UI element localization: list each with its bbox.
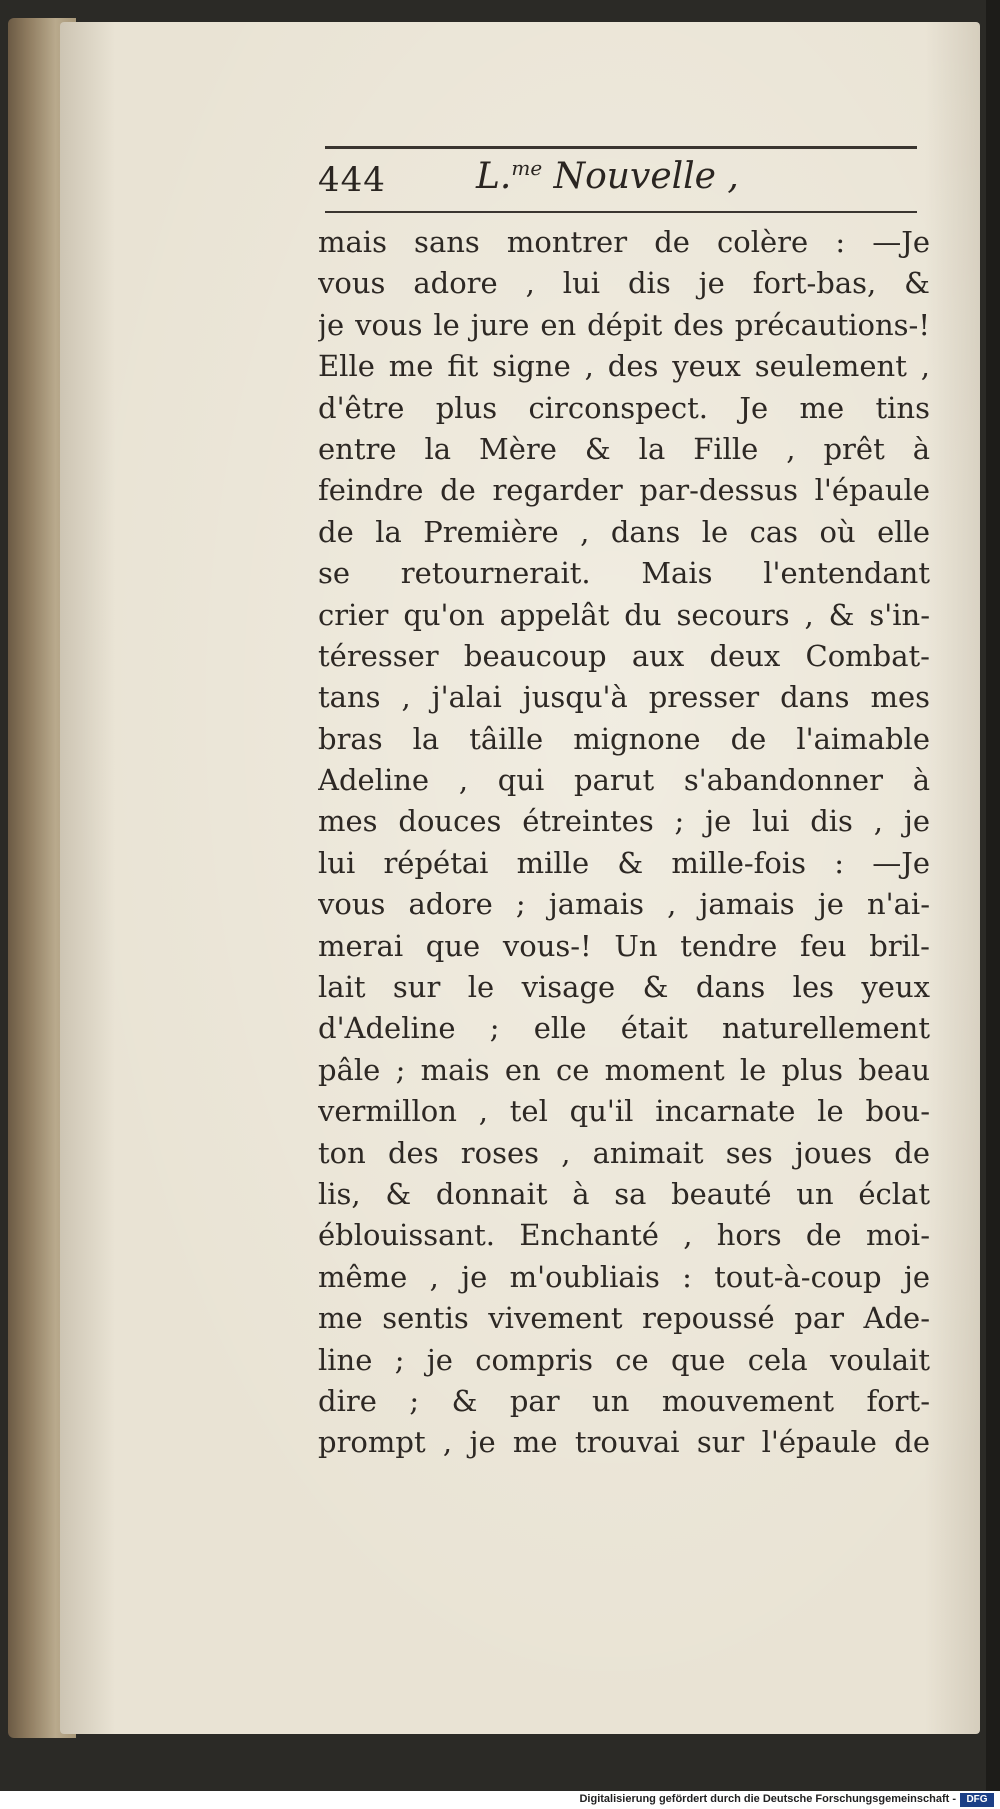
text-line: vous adore ; jamais , jamais je n'ai- bbox=[318, 887, 930, 922]
page-number: 444 bbox=[318, 160, 386, 200]
text-line: se retournerait. Mais l'entendant bbox=[318, 556, 930, 591]
text-line: téresser beaucoup aux deux Combat- bbox=[318, 638, 930, 673]
text-line: prompt , je me trouvai sur l'épaule de bbox=[318, 1425, 930, 1460]
text-line: feindre de regarder par-dessus l'épaule bbox=[318, 473, 930, 508]
text-line: mais sans montrer de colère : —Je bbox=[318, 225, 930, 259]
page-header bbox=[318, 156, 918, 206]
text-line: pâle ; mais en ce moment le plus beau bbox=[318, 1052, 930, 1087]
running-head-superscript: me bbox=[511, 156, 543, 180]
text-line: Adeline , qui parut s'abandonner à bbox=[318, 763, 930, 798]
text-line: bras la tâille mignone de l'aimable bbox=[318, 721, 930, 756]
scan-border bbox=[986, 0, 1000, 1809]
funding-credit: Digitalisierung gefördert durch die Deutsche Forschungsgemeinschaft - bbox=[579, 1793, 956, 1805]
text-line: mes douces étreintes ; je lui dis , je bbox=[318, 804, 930, 839]
header-rule bbox=[325, 211, 917, 213]
text-line: éblouissant. Enchanté , hors de moi- bbox=[318, 1218, 930, 1253]
text-line: d'être plus circonspect. Je me tins bbox=[318, 390, 930, 425]
text-line: crier qu'on appelât du secours , & s'in- bbox=[318, 597, 930, 632]
digitization-footer bbox=[0, 1791, 1000, 1809]
running-head bbox=[476, 156, 739, 197]
body-text bbox=[318, 222, 930, 1464]
text-line: vous adore , lui dis je fort-bas, & bbox=[318, 266, 930, 301]
text-line: tans , j'alai jusqu'à presser dans mes bbox=[318, 680, 930, 715]
text-line: Elle me fit signe , des yeux seulement , bbox=[318, 349, 930, 384]
text-line: même , je m'oubliais : tout-à-coup je bbox=[318, 1259, 930, 1294]
text-line: d'Adeline ; elle était naturellement bbox=[318, 1011, 930, 1046]
text-line: entre la Mère & la Fille , prêt à bbox=[318, 431, 930, 466]
running-head-text: L. bbox=[476, 156, 512, 197]
text-line: de la Première , dans le cas où elle bbox=[318, 514, 930, 549]
running-head-title: Nouvelle , bbox=[542, 156, 739, 197]
text-line: merai que vous-! Un tendre feu bril- bbox=[318, 928, 930, 963]
text-line: me sentis vivement repoussé par Ade- bbox=[318, 1301, 930, 1336]
text-line: lait sur le visage & dans les yeux bbox=[318, 970, 930, 1005]
text-line: dire ; & par un mouvement fort- bbox=[318, 1383, 930, 1418]
text-line: ton des roses , animait ses joues de bbox=[318, 1135, 930, 1170]
text-line: vermillon , tel qu'il incarnate le bou- bbox=[318, 1094, 930, 1129]
dfg-logo: DFG bbox=[960, 1793, 994, 1807]
text-line: je vous le jure en dépit des précautions-! bbox=[318, 307, 930, 342]
text-line: lui répétai mille & mille-fois : —Je bbox=[318, 845, 930, 880]
text-line: line ; je compris ce que cela voulait bbox=[318, 1342, 930, 1377]
top-rule bbox=[325, 146, 917, 149]
text-line: lis, & donnait à sa beauté un éclat bbox=[318, 1176, 930, 1211]
